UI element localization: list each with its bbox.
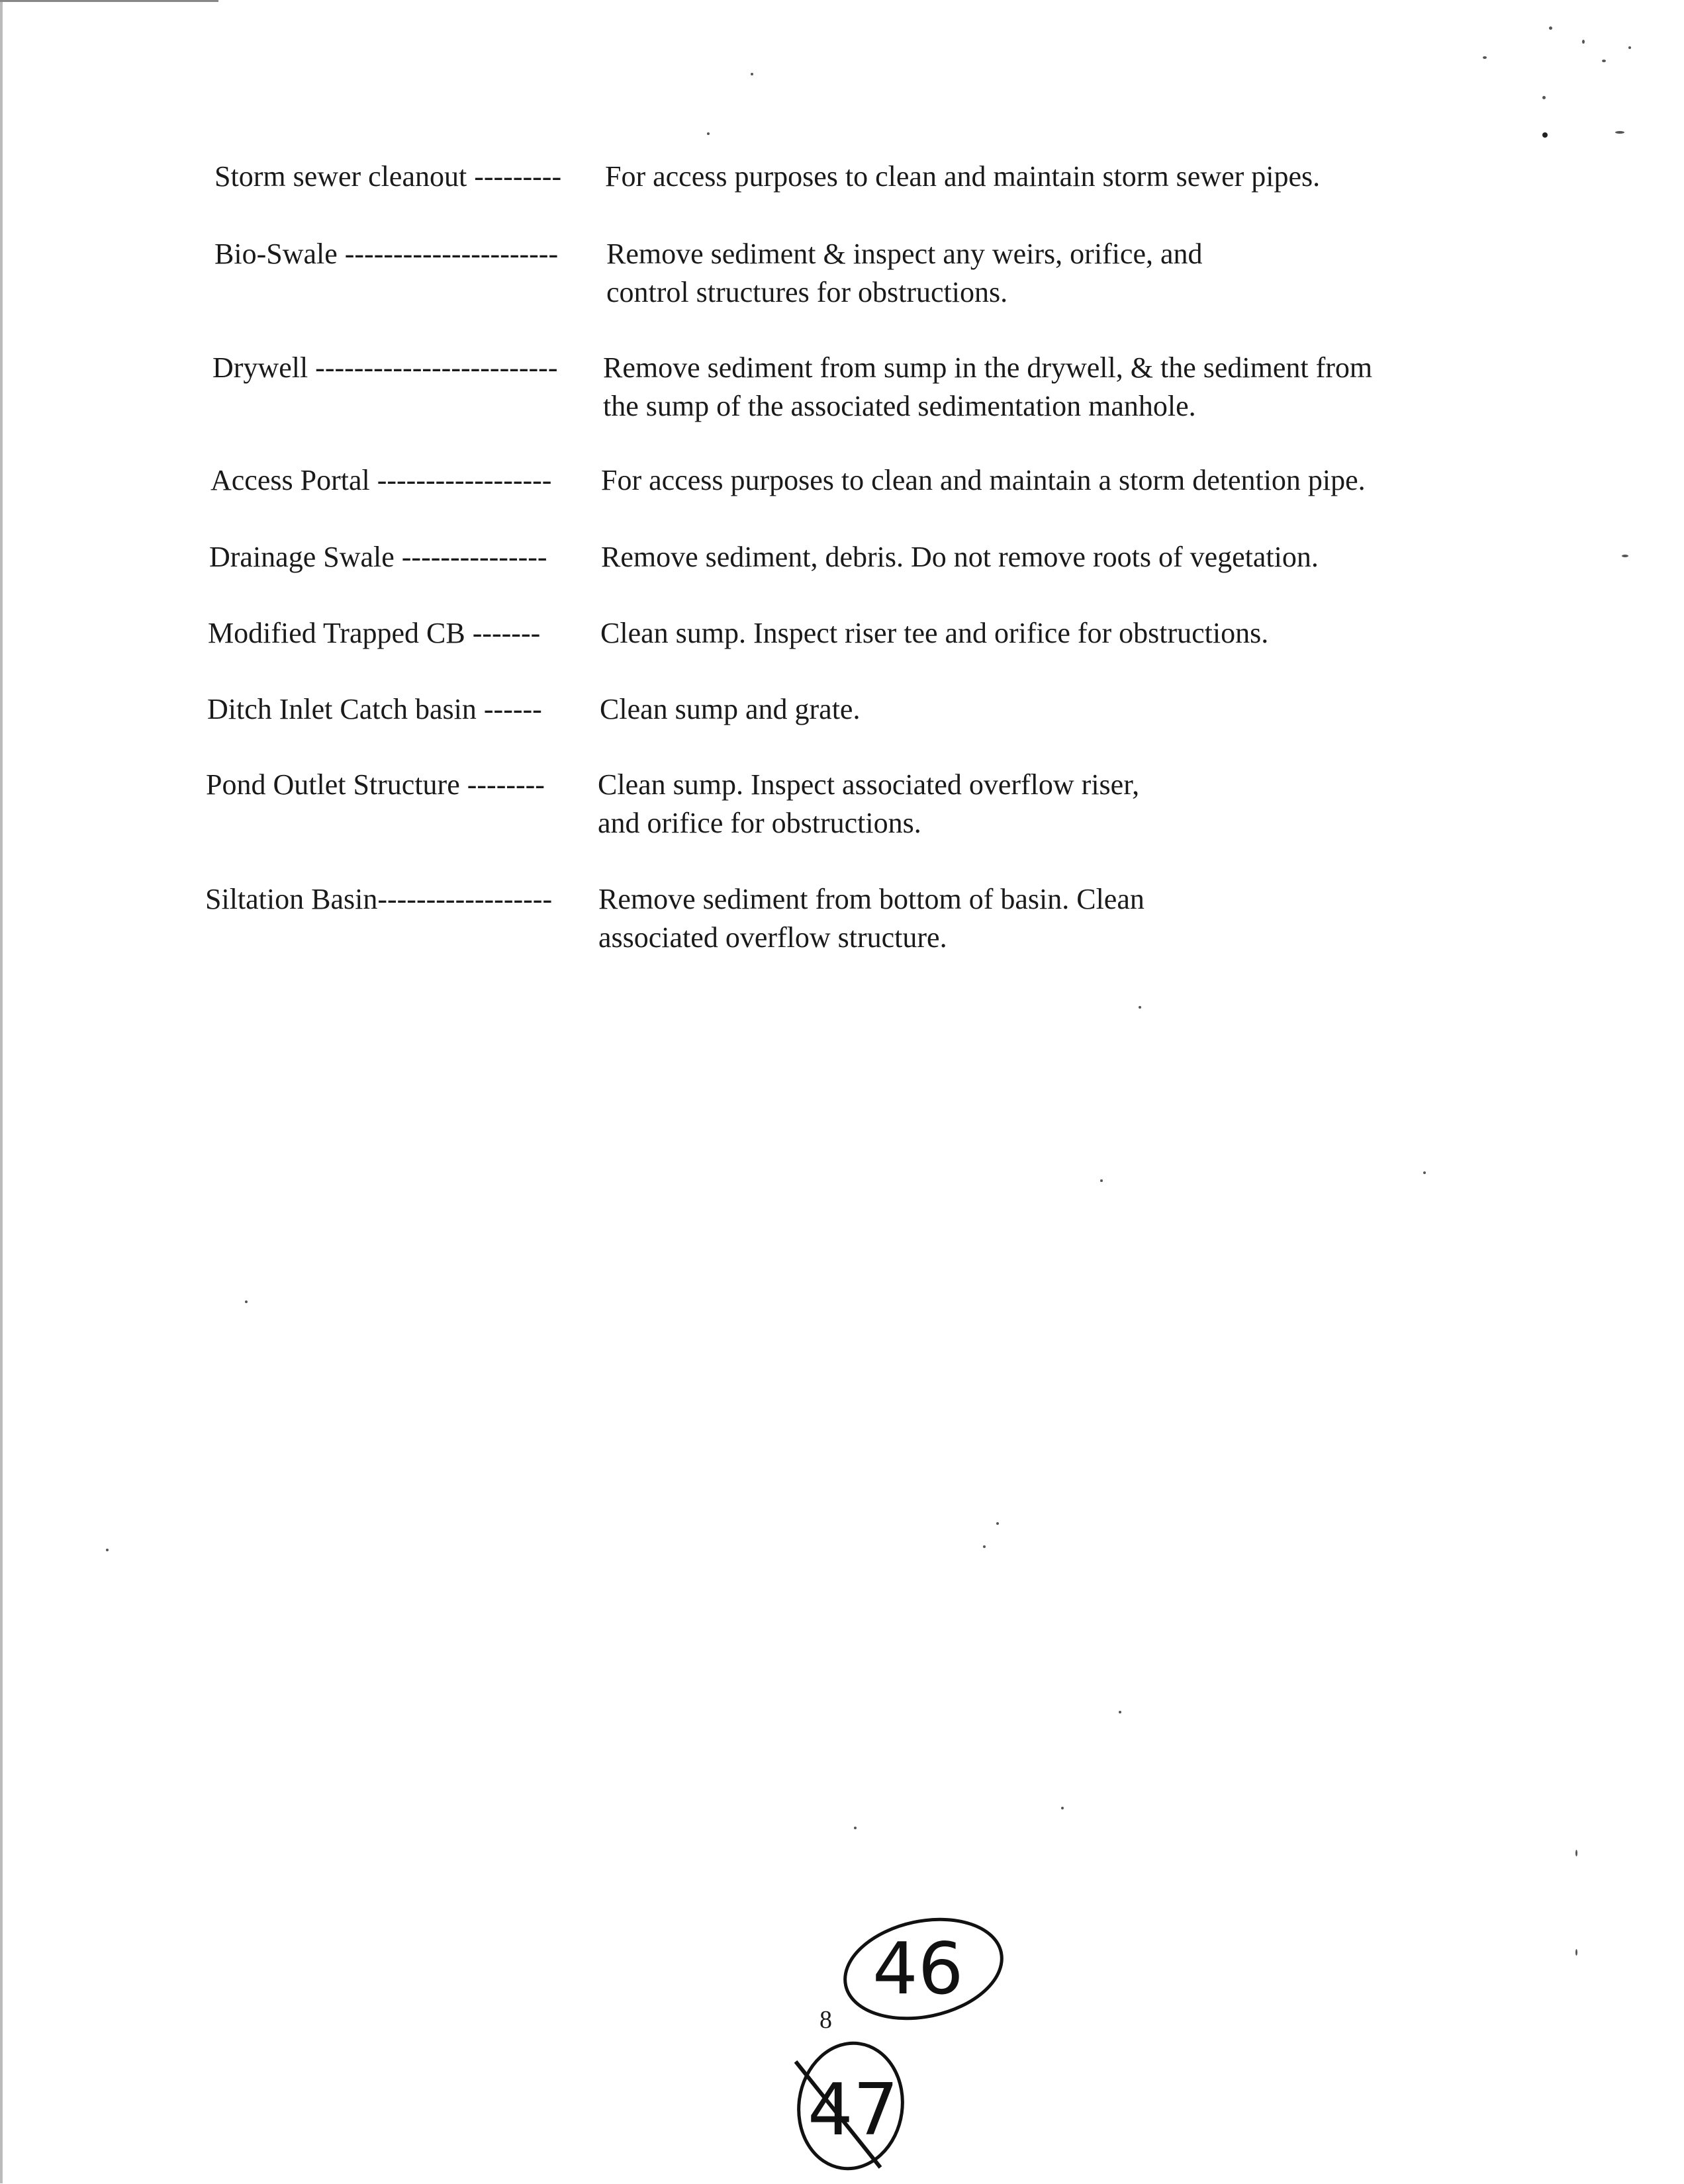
entry-description [600, 614, 1268, 653]
scan-speck [983, 1545, 986, 1548]
handwritten-crossed-number [781, 2032, 920, 2184]
scan-speck [854, 1827, 857, 1829]
description-line: Clean sump and grate. [600, 693, 861, 725]
scan-speck [1575, 1949, 1577, 1956]
entry-description [601, 538, 1319, 576]
description-line: Clean sump. Inspect associated overflow riser, [598, 768, 1140, 801]
scan-speck [1602, 60, 1606, 62]
description-line: associated overflow structure. [598, 921, 947, 954]
scan-top-edge [0, 0, 218, 2]
entry-term: Drainage Swale --------------- [209, 541, 547, 573]
description-line: Remove sediment, debris. Do not remove roots of vegetation. [601, 541, 1319, 573]
scan-speck [1582, 40, 1585, 44]
entry-term: Drywell ------------------------- [212, 351, 558, 384]
scan-speck [1622, 555, 1628, 557]
description-line: Remove sediment & inspect any weirs, orifice, and [606, 238, 1203, 270]
scan-speck [1628, 46, 1631, 49]
description-line: control structures for obstructions. [606, 276, 1008, 308]
scan-speck [751, 73, 753, 75]
scan-speck [996, 1522, 999, 1525]
scan-speck [1575, 1850, 1577, 1856]
description-line: and orifice for obstructions. [598, 807, 921, 839]
crossed-number-text: 47 [808, 2069, 899, 2152]
description-line: Remove sediment from bottom of basin. Clean [598, 883, 1145, 915]
scan-speck [106, 1549, 109, 1551]
handwritten-circled-number [834, 1906, 1013, 2032]
page-number: 8 [819, 2006, 832, 2034]
entry-term: Ditch Inlet Catch basin ------ [207, 693, 542, 725]
scan-speck [245, 1300, 248, 1303]
entry-term: Siltation Basin------------------ [205, 883, 553, 915]
entry-description [598, 766, 1139, 842]
description-line: Remove sediment from sump in the drywell, & the sediment from [603, 351, 1373, 384]
entry-description [600, 690, 860, 729]
entry-description [605, 158, 1320, 196]
scan-speck [707, 132, 710, 135]
scan-speck [1061, 1807, 1064, 1809]
scan-speck [1423, 1171, 1426, 1174]
scan-speck [1119, 1711, 1121, 1713]
entry-term: Modified Trapped CB ------- [208, 617, 541, 649]
scan-left-edge [0, 0, 3, 2183]
entry-term: Pond Outlet Structure -------- [206, 768, 545, 801]
scan-speck [1542, 132, 1548, 138]
circled-number-text: 46 [872, 1928, 964, 2011]
entry-description [601, 461, 1366, 500]
scan-speck [1615, 131, 1624, 134]
scan-speck [1100, 1179, 1103, 1182]
entry-term: Access Portal ------------------ [210, 464, 552, 496]
scan-speck [1542, 96, 1546, 99]
entry-description [603, 349, 1372, 426]
entry-description [606, 235, 1203, 312]
scan-speck [1483, 56, 1487, 59]
description-line: Clean sump. Inspect riser tee and orifice for obstructions. [600, 617, 1269, 649]
description-line: For access purposes to clean and maintain a storm detention pipe. [601, 464, 1366, 496]
description-line: For access purposes to clean and maintain storm sewer pipes. [605, 160, 1321, 193]
entry-term: Storm sewer cleanout --------- [214, 160, 562, 193]
description-line: the sump of the associated sedimentation manhole. [603, 390, 1196, 422]
scan-speck [1549, 26, 1552, 30]
entry-description [598, 880, 1145, 957]
scan-speck [1139, 1006, 1141, 1009]
entry-term: Bio-Swale ---------------------- [214, 238, 559, 270]
